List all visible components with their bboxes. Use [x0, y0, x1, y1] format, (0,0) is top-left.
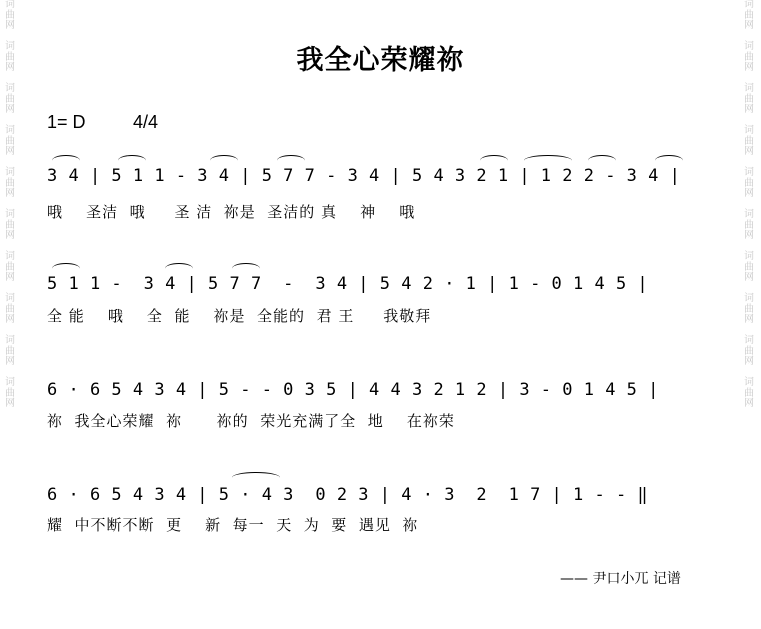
- lyrics-line-4: 耀 中不断不断 更 新 每一 天 为 要 遇见 祢: [47, 516, 419, 534]
- notation-line-3: 6 · 6 5 4 3 4 | 5 - - 0 3 5 | 4 4 3 2 1 2 | 3 - 0 1 4 5 |: [47, 380, 659, 400]
- time-signature: 4/4: [133, 112, 159, 132]
- key-signature: 1= D: [47, 112, 86, 132]
- song-title: 我全心荣耀祢: [296, 45, 465, 76]
- lyrics-line-3: 祢 我全心荣耀 祢 祢的 荣光充满了全 地 在祢荣: [47, 412, 455, 430]
- slur-mark: [480, 155, 508, 166]
- slur-mark: [588, 155, 616, 166]
- notation-line-1: 3 4 | 5 1 1 - 3 4 | 5 7 7 - 3 4 | 5 4 3 2 1 | 1 2 2 - 3 4 |: [47, 166, 681, 186]
- lyrics-line-2: 全 能 哦 全 能 祢是 全能的 君 王 我敬拜: [47, 307, 432, 325]
- slur-mark: [210, 155, 238, 166]
- slur-mark: [232, 263, 260, 274]
- notation-line-2: 5 1 1 - 3 4 | 5 7 7 - 3 4 | 5 4 2 · 1 | 1 - 0 1 4 5 |: [47, 274, 649, 294]
- slur-mark: [277, 155, 305, 166]
- watermark-left: 词 曲 网 词 曲 网 词 曲 网 词 曲 网 词 曲 网 词 曲 网 词 曲 网 词 曲 网 词 曲 网 词 曲 网: [5, 0, 15, 409]
- slur-mark: [118, 155, 146, 166]
- transcriber-credit: —— 尹口小兀 记谱: [560, 571, 681, 587]
- slur-mark: [52, 155, 80, 166]
- slur-mark: [232, 472, 280, 483]
- slur-mark: [52, 263, 80, 274]
- slur-mark: [165, 263, 193, 274]
- slur-mark: [655, 155, 683, 166]
- lyrics-line-1: 哦 圣洁 哦 圣 洁 祢是 圣洁的 真 神 哦: [47, 203, 416, 221]
- slur-mark: [524, 155, 572, 166]
- watermark-right: 词 曲 网 词 曲 网 词 曲 网 词 曲 网 词 曲 网 词 曲 网 词 曲 网 词 曲 网 词 曲 网 词 曲 网: [744, 0, 754, 409]
- notation-line-4: 6 · 6 5 4 3 4 | 5 · 4 3 0 2 3 | 4 · 3 2 1 7 | 1 - - ‖: [47, 485, 649, 505]
